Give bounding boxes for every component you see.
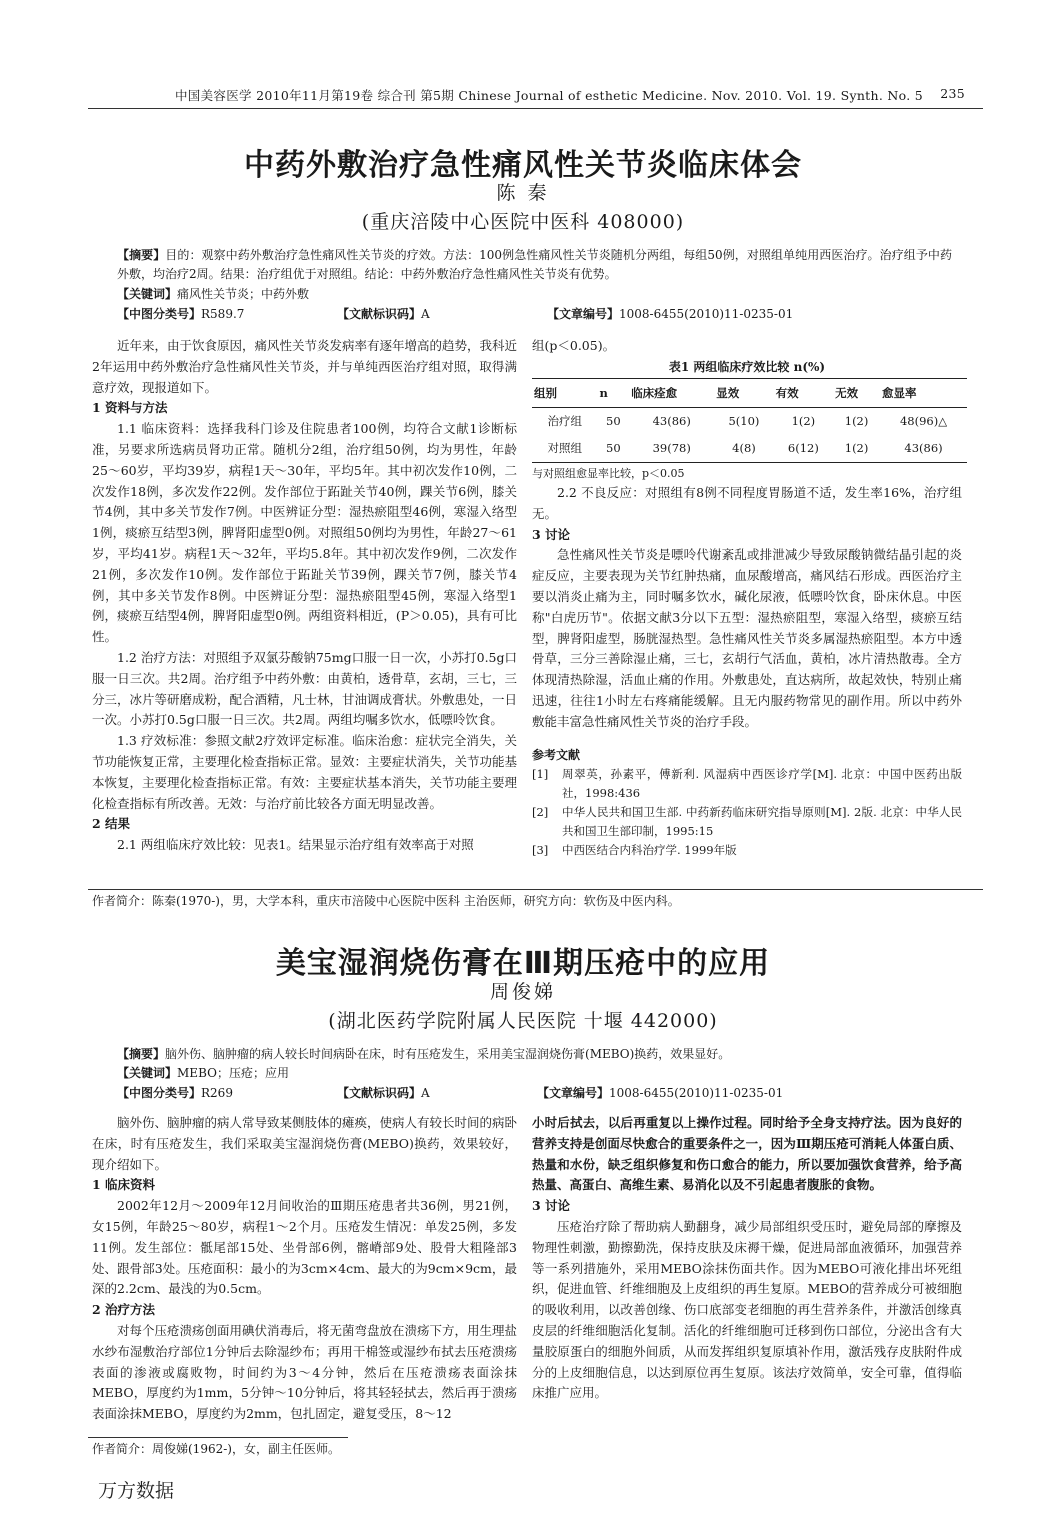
references-list [532, 765, 962, 860]
reference-number: [2] [532, 805, 549, 820]
reference-item [532, 803, 962, 841]
table-cell: 48(96)△ [899, 414, 948, 429]
article1-classification: 【中图分类号】R589.7 【文献标识码】A 【文章编号】1008-6455(2010)11-0235-01 [117, 307, 794, 321]
table-cell: 43(86) [652, 414, 691, 429]
article2-affiliation: (湖北医药学院附属人民医院 十堰 442000) [328, 1010, 718, 1032]
article2-author: 周俊娣 [489, 981, 556, 1003]
article1.left_col-paragraph: 1.3 疗效标准：参照文献2疗效评定标准。临床治愈：症状完全消失，关节功能恢复正常，主要理化检查指标正常。显效：主要症状消失，关节功能基本恢复，主要理化检查指标正常。有效：主要症状基本消失，关节功能主要理化检查指标有所改善。无效：与治疗前比较各方面无明显改善。 [92, 733, 518, 811]
article1.left_col-paragraph: 2 结果 [92, 816, 131, 832]
article1-author: 陈 秦 [496, 182, 550, 204]
watermark-text: 万方数据 [98, 1480, 175, 1502]
article2.right_col-paragraph: 压疮治疗除了帮助病人勤翻身，减少局部组织受压时，避免局部的摩擦及物理性刺激，勤擦勤洗，保持皮肤及床褥干燥，促进局部血液循环，加强营养等一系列措施外，采用MEBO涂抹伤面共作。因为MEBO可液化排出坏死组织，促进血管、纤维细胞及上皮组织的再生复原。MEBO的营养成分可被细胞的吸收利用，以改善创缘、伤口底部变老细胞的再生营养条件，并激活创缘真皮层的纤维细胞活化复制。活化的纤维细胞可迁移到伤口部位，分泌出含有大量胶原蛋白的细胞外间质，从而发挥组织复原填补作用，激活残存皮肤附件成分的上皮细胞信息，以达到原位再生复原。该法疗效简单，安全可靠，值得临床推广应用。 [532, 1218, 962, 1401]
article2-author-bio: 作者简介：周俊娣(1962-)，女，副主任医师。 [92, 1442, 340, 1456]
article1.right_col-paragraph: 2.2 不良反应：对照组有8例不同程度胃肠道不适，发生率16%，治疗组无。 [532, 484, 962, 521]
article1-affiliation: (重庆涪陵中心医院中医科 408000) [361, 211, 685, 233]
article1.left_col-paragraph: 1 资料与方法 [92, 400, 168, 416]
table-cell: 50 [597, 435, 629, 462]
table-row [532, 435, 967, 462]
table-cell: 治疗组 [547, 414, 582, 429]
article1.left_col-paragraph: 1.2 治疗方法：对照组予双氯芬酸钠75mg口服一日一次，小苏打0.5g口服一日三次。共2周。治疗组予中药外敷：由黄柏，透骨草，玄胡，三七，三分三，冰片等研磨成粉，配合酒精，凡士林，甘油调成膏状。外敷患处，一日一次。小苏打0.5g口服一日三次。共2周。两组均嘱多饮水，低嘌呤饮食。 [92, 649, 518, 728]
article1.left_col-paragraph: 2.1 两组临床疗效比较：见表1。结果显示治疗组有效率高于对照 [117, 837, 474, 853]
article2.right_col-paragraph: 小时后拭去，以后再重复以上操作过程。同时给予全身支持疗法。因为良好的营养支持是创面尽快愈合的重要条件之一，因为Ⅲ期压疮可消耗人体蛋白质、热量和水份，缺乏组织修复和伤口愈合的能力，所以要加强饮食营养，给予高热量、高蛋白、高维生素、易消化以及不引起患者腹胀的食物。 [532, 1115, 962, 1193]
table-header-cell: 显效 [714, 378, 773, 408]
article2.left_col-paragraph: 对每个压疮溃疡创面用碘伏消毒后，将无菌弯盘放在溃疡下方，用生理盐水纱布湿敷治疗部位1分钟后去除湿纱布；再用干棉签或湿纱布拭去压疮溃疡表面的渗液或腐败物，时间约为3～4分钟，然后在压疮溃疡表面涂抹MEBO，厚度约为1mm，5分钟～10分钟后，将其轻轻拭去，然后再于溃疡表面涂抹MEBO，厚度约为2mm，包扎固定，避复受压，8～12 [92, 1322, 518, 1422]
reference-text: 中华人民共和国卫生部. 中药新药临床研究指导原则[M]. 2版. 北京：中华人民共和国卫生部印制，1995:15 [562, 805, 962, 839]
references-title: 参考文献 [532, 747, 581, 762]
table-cell: 39(78) [629, 435, 714, 462]
article2-abstract: 【摘要】脑外伤、脑肿瘤的病人较长时间病卧在床，时有压疮发生，采用美宝湿润烧伤膏(MEBO)换药，效果显好。 [117, 1047, 731, 1061]
table-cell: 50 [606, 414, 621, 429]
header-rule [88, 108, 983, 109]
article1-left-column [92, 336, 517, 856]
article1-author-bio: 作者简介：陈秦(1970-)，男，大学本科，重庆市涪陵中心医院中医科 主治医师，研究方向：软伤及中医内科。 [92, 894, 680, 908]
reference-item [532, 841, 962, 860]
article1.left_col-paragraph: 近年来，由于饮食原因，痛风性关节炎发病率有逐年增高的趋势，我科近2年运用中药外敷治疗急性痛风性关节炎，并与单纯西医治疗组对照，取得满意疗效，现报道如下。 [92, 338, 518, 395]
journal-line: 中国美容医学 2010年11月第19卷 综合刊 第5期 Chinese Journal of esthetic Medicine. Nov. 2010. Vol. 19. Synth. No. 5 [175, 88, 924, 103]
reference-number: [1] [532, 767, 549, 782]
table-header-cell: 无效 [833, 378, 880, 408]
reference-text: 中西医结合内科治疗学. 1999年版 [562, 843, 737, 858]
reference-number: [3] [532, 843, 549, 858]
article2.right_col-paragraph: 3 讨论 [532, 1198, 571, 1214]
article1-title: 中药外敷治疗急性痛风性关节炎临床体会 [244, 148, 802, 183]
page-number: 235 [940, 86, 965, 101]
article1-abstract: 【摘要】目的：观察中药外敷治疗急性痛风性关节炎的疗效。方法：100例急性痛风性关节炎随机分两组，每组50例，对照组单纯用西医治疗。治疗组予中药外敷，均治疗2周。结果：治疗组优于对照组。结论：中药外敷治疗急性痛风性关节炎有优势。 [117, 248, 952, 281]
table-header-cell: n [597, 378, 629, 408]
article1-right-top: 组(p＜0.05)。 [532, 338, 616, 353]
table-header-cell: 临床痊愈 [629, 378, 714, 408]
article1-right-column [532, 336, 962, 860]
table-cell: 4(8) [714, 435, 773, 462]
table-cell: 1(2) [833, 435, 880, 462]
article1.right_col-paragraph: 3 讨论 [532, 526, 571, 542]
article2-left-column [92, 1113, 517, 1425]
article1.left_col-paragraph: 1.1 临床资料：选择我科门诊及住院患者100例，均符合文献1诊断标准，另要求所选病员肾功正常。随机分2组，治疗组50例，均为男性，年龄25～60岁，平均39岁，病程1天～30年，平均5年。其中初次发作10例，二次发作18例，多次发作22例。发作部位于跖趾关节40例，踝关节6例，膝关节4例，其中多关节发作7例。中医辨证分型：湿热瘀阻型46例，寒湿入络型1例，痰瘀互结型3例，脾肾阳虚型0例。对照组50例均为男性，年龄27～61岁，平均41岁。病程1天～32年，平均5.8年。其中初次发作9例，二次发作21例，多次发作10例。发作部位于跖趾关节39例，踝关节7例，膝关节4例，其中多关节发作8例。中医辨证分型：湿热瘀阻型45例，寒湿入络型1例，痰瘀互结型4例，脾肾阳虚型0例。两组资料相近，(P＞0.05)，具有可比性。 [92, 421, 517, 645]
table-header-cell: 愈显率 [880, 378, 967, 408]
reference-text: 周翠英，孙素平，傅新利. 风湿病中西医诊疗学[M]. 北京：中国中医药出版社，1998:436 [562, 767, 962, 801]
table-cell: 43(86) [880, 435, 967, 462]
table-header-cell: 有效 [774, 378, 833, 408]
table-cell: 5(10) [728, 414, 760, 429]
table-header-cell: 组别 [532, 378, 597, 408]
article2-keywords: 【关键词】MEBO；压疮；应用 [117, 1066, 289, 1080]
table-cell: 1(2) [844, 414, 869, 429]
article2.left_col-paragraph: 脑外伤、脑肿瘤的病人常导致某侧肢体的瘫痪，使病人有较长时间的病卧在床，时有压疮发生，我们采取美宝湿润烧伤膏(MEBO)换药，效果较好，现介绍如下。 [92, 1115, 518, 1172]
table-row [532, 408, 967, 435]
bio2-rule [88, 1437, 348, 1438]
table-cell: 对照组 [532, 435, 597, 462]
article2.left_col-paragraph: 2 治疗方法 [92, 1302, 156, 1318]
running-header [175, 86, 965, 104]
article2-classification: 【中图分类号】R269 【文献标识码】A 【文章编号】1008-6455(2010)11-0235-01 [117, 1086, 784, 1100]
article2-title: 美宝湿润烧伤膏在Ⅲ期压疮中的应用 [275, 946, 771, 981]
article2.left_col-paragraph: 2002年12月～2009年12月间收治的Ⅲ期压疮患者共36例，男21例，女15例，年龄25～80岁，病程1～2个月。压疮发生情况：单发25例，多发11例。发生部位：骶尾部15处、坐骨部6例，髂嵴部9处、股骨大粗隆部3处、跟骨部3处。压疮面积：最小的为3cm×4cm、最大的为9cm×9cm，最深的2.2cm、最浅的为0.5cm。 [92, 1198, 517, 1297]
table1-note: 与对照组愈显率比较，p＜0.05 [532, 466, 685, 480]
table-cell: 6(12) [774, 435, 833, 462]
article1.right_col-paragraph: 急性痛风性关节炎是嘌呤代谢紊乱或排泄减少导致尿酸钠微结晶引起的炎症反应，主要表现为关节红肿热痛，血尿酸增高，痛风结石形成。西医治疗主要以消炎止痛为主，同时嘱多饮水，碱化尿液，低嘌呤饮食，卧床休息。中医称"白虎历节"。依据文献3分以下五型：湿热瘀阻型，寒湿入络型，痰瘀互结型，脾肾阳虚型，肠胱湿热型。急性痛风性关节炎多属湿热瘀阻型。本方中透骨草，三分三善除湿止痛，三七，玄胡行气活血，黄柏，冰片清热散毒。全方体现清热除湿，活血止痛的作用。外敷患处，直达病所，故起效快，特别止痛迅速，往往1小时左右疼痛能缓解。且无内服药物常见的副作用。所以中药外敷能丰富急性痛风性关节炎的治疗手段。 [532, 547, 962, 729]
table-cell: 1(2) [791, 414, 816, 429]
table1 [532, 378, 967, 463]
table1-title: 表1 两组临床疗效比较 n(%) [668, 359, 826, 374]
article2.left_col-paragraph: 1 临床资料 [92, 1177, 156, 1193]
article2-right-column [532, 1113, 962, 1404]
reference-item [532, 765, 962, 803]
bio-rule [88, 889, 983, 890]
article1-keywords: 【关键词】痛风性关节炎；中药外敷 [117, 287, 310, 301]
